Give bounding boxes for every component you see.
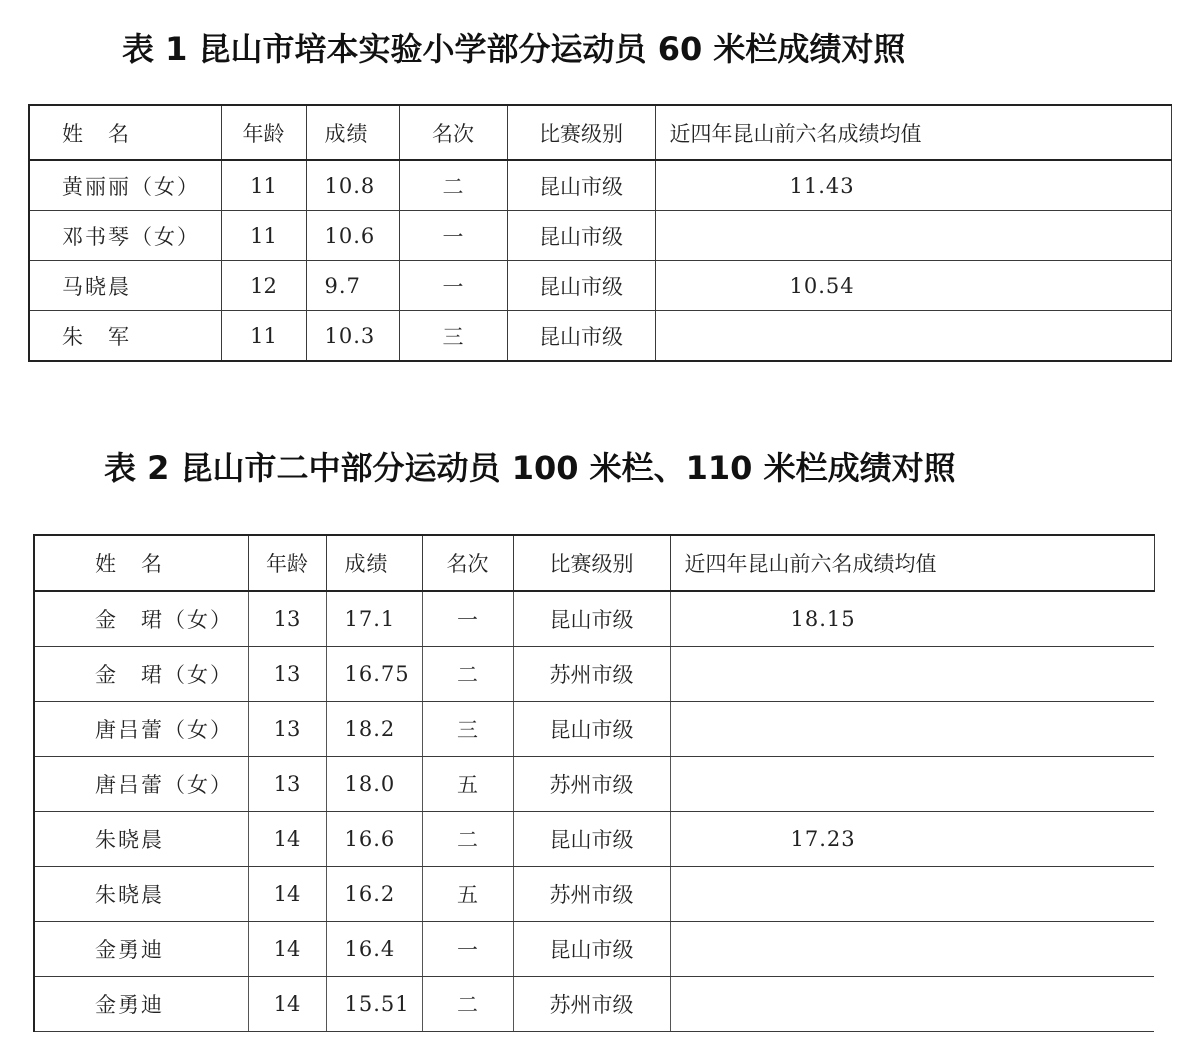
table-row: [34, 977, 1154, 1032]
cell-average: 11.43: [655, 160, 1171, 211]
table-row: [34, 867, 1154, 922]
cell-score: 10.8: [306, 160, 399, 211]
cell-level: 昆山市级: [513, 702, 670, 757]
cell-name: 朱 军: [29, 311, 221, 362]
cell-name: 唐吕蕾（女）: [34, 757, 248, 812]
cell-rank: 二: [399, 160, 507, 211]
cell-age: 14: [248, 867, 326, 922]
cell-average: [655, 211, 1171, 261]
header-score: 成绩: [306, 105, 399, 160]
cell-average: 18.15: [670, 591, 1154, 647]
cell-name: 黄丽丽（女）: [29, 160, 221, 211]
header-name: 姓 名: [29, 105, 221, 160]
cell-rank: 一: [422, 591, 513, 647]
cell-score: 10.6: [306, 211, 399, 261]
cell-level: 苏州市级: [513, 647, 670, 702]
header-average: 近四年昆山前六名成绩均值: [655, 105, 1171, 160]
cell-score: 10.3: [306, 311, 399, 362]
cell-score: 9.7: [306, 261, 399, 311]
table1-header-row: [29, 105, 1171, 160]
table-row: [34, 922, 1154, 977]
table-row: [29, 261, 1171, 311]
cell-name: 唐吕蕾（女）: [34, 702, 248, 757]
table2-title: 表 2 昆山市二中部分运动员 100 米栏、110 米栏成绩对照: [104, 449, 956, 487]
cell-name: 金 珺（女）: [34, 647, 248, 702]
cell-level: 苏州市级: [513, 977, 670, 1032]
cell-score: 18.2: [326, 702, 422, 757]
cell-rank: 五: [422, 757, 513, 812]
cell-age: 11: [221, 311, 306, 362]
table-row: [34, 647, 1154, 702]
cell-score: 16.6: [326, 812, 422, 867]
cell-average: [670, 702, 1154, 757]
table2: [33, 534, 1155, 1032]
cell-average: [655, 311, 1171, 362]
table-row: [29, 211, 1171, 261]
cell-level: 苏州市级: [513, 867, 670, 922]
cell-name: 朱晓晨: [34, 867, 248, 922]
cell-name: 金勇迪: [34, 977, 248, 1032]
table1: [28, 104, 1172, 362]
table2-header-row: [34, 535, 1154, 591]
cell-name: 邓书琴（女）: [29, 211, 221, 261]
header-name: 姓 名: [34, 535, 248, 591]
cell-age: 12: [221, 261, 306, 311]
cell-level: 昆山市级: [507, 211, 655, 261]
header-rank: 名次: [422, 535, 513, 591]
cell-average: [670, 867, 1154, 922]
cell-level: 昆山市级: [513, 922, 670, 977]
table-row: [34, 757, 1154, 812]
cell-level: 昆山市级: [507, 311, 655, 362]
cell-level: 昆山市级: [513, 591, 670, 647]
header-age: 年龄: [221, 105, 306, 160]
cell-average: [670, 757, 1154, 812]
header-age: 年龄: [248, 535, 326, 591]
header-score: 成绩: [326, 535, 422, 591]
cell-age: 13: [248, 647, 326, 702]
cell-rank: 三: [422, 702, 513, 757]
cell-rank: 二: [422, 977, 513, 1032]
cell-level: 昆山市级: [513, 812, 670, 867]
cell-age: 13: [248, 591, 326, 647]
cell-age: 11: [221, 211, 306, 261]
table-row: [34, 591, 1154, 647]
header-rank: 名次: [399, 105, 507, 160]
cell-rank: 三: [399, 311, 507, 362]
cell-score: 16.2: [326, 867, 422, 922]
cell-average: [670, 922, 1154, 977]
header-average: 近四年昆山前六名成绩均值: [670, 535, 1154, 591]
cell-rank: 一: [399, 261, 507, 311]
cell-name: 金勇迪: [34, 922, 248, 977]
cell-age: 14: [248, 977, 326, 1032]
table-row: [34, 812, 1154, 867]
cell-name: 朱晓晨: [34, 812, 248, 867]
cell-average: 17.23: [670, 812, 1154, 867]
cell-rank: 一: [422, 922, 513, 977]
header-level: 比赛级别: [513, 535, 670, 591]
cell-score: 16.75: [326, 647, 422, 702]
cell-level: 昆山市级: [507, 261, 655, 311]
cell-age: 13: [248, 702, 326, 757]
cell-score: 17.1: [326, 591, 422, 647]
header-level: 比赛级别: [507, 105, 655, 160]
cell-age: 13: [248, 757, 326, 812]
table1-title: 表 1 昆山市培本实验小学部分运动员 60 米栏成绩对照: [122, 30, 906, 68]
cell-age: 14: [248, 922, 326, 977]
cell-name: 马晓晨: [29, 261, 221, 311]
cell-average: [670, 647, 1154, 702]
cell-score: 16.4: [326, 922, 422, 977]
cell-name: 金 珺（女）: [34, 591, 248, 647]
cell-rank: 五: [422, 867, 513, 922]
cell-rank: 二: [422, 812, 513, 867]
cell-level: 昆山市级: [507, 160, 655, 211]
table-row: [34, 702, 1154, 757]
cell-age: 14: [248, 812, 326, 867]
cell-rank: 二: [422, 647, 513, 702]
cell-score: 15.51: [326, 977, 422, 1032]
table-row: [29, 160, 1171, 211]
table-row: [29, 311, 1171, 362]
cell-age: 11: [221, 160, 306, 211]
cell-rank: 一: [399, 211, 507, 261]
cell-average: 10.54: [655, 261, 1171, 311]
cell-level: 苏州市级: [513, 757, 670, 812]
cell-score: 18.0: [326, 757, 422, 812]
cell-average: [670, 977, 1154, 1032]
